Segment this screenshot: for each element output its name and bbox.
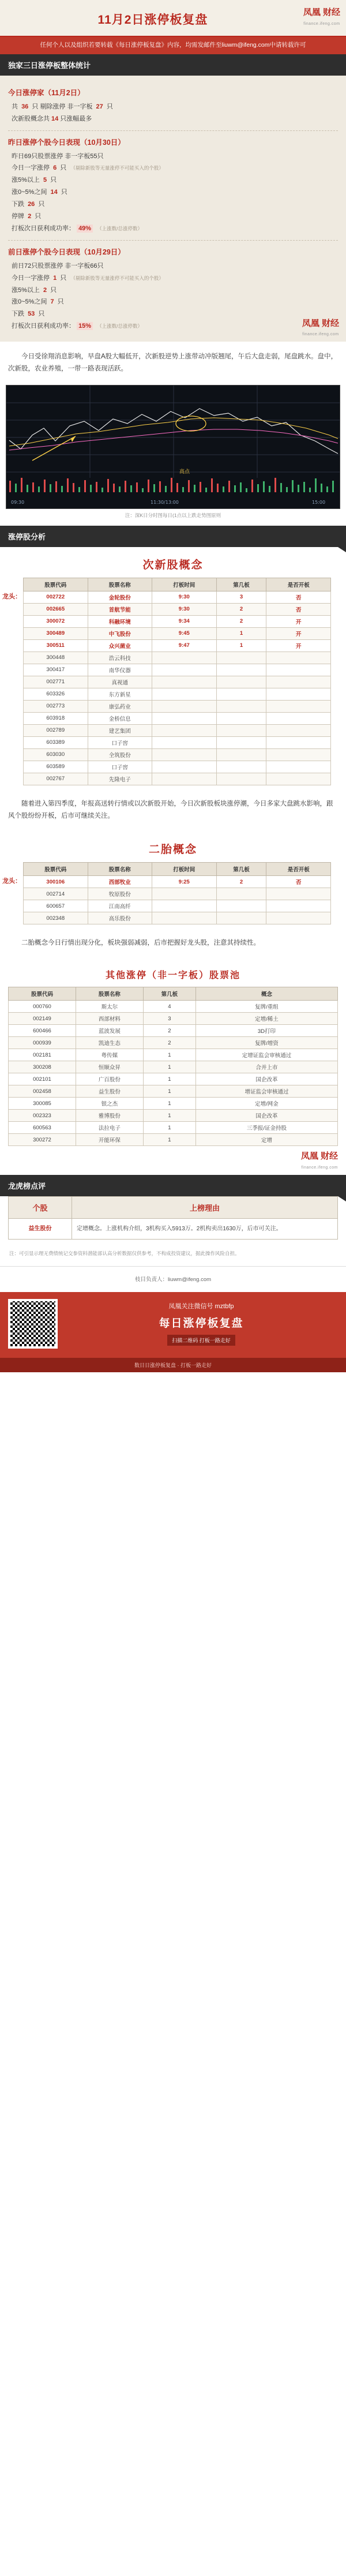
ifeng-logo-watermark-1 bbox=[302, 319, 339, 339]
cell-open: 否 bbox=[266, 591, 331, 603]
cell-board: 1 bbox=[143, 1085, 195, 1098]
cell-concept: 三季报/证金持股 bbox=[195, 1122, 337, 1134]
cell-reason: 定增概念。上涨机构介绍，3机构买入5913万。2机构卖出1630万，后市可关注。 bbox=[72, 1219, 338, 1240]
cell-code: 002767 bbox=[24, 773, 88, 785]
cell-code: 600563 bbox=[9, 1122, 76, 1134]
col-time: 打板时间 bbox=[152, 863, 217, 876]
cell-board: 1 bbox=[143, 1061, 195, 1073]
cell-name: 益生股份 bbox=[76, 1085, 143, 1098]
col-code: 股票代码 bbox=[24, 863, 88, 876]
cell-code: 002323 bbox=[9, 1110, 76, 1122]
table-row bbox=[9, 1110, 338, 1122]
stats-daybefore-line-2: 涨5%以上 2 只 bbox=[12, 286, 57, 294]
table-row bbox=[9, 1001, 338, 1013]
cell-time bbox=[152, 652, 217, 664]
cell-name: 全筑股份 bbox=[88, 748, 152, 761]
table-row bbox=[24, 700, 331, 712]
cell-board: 1 bbox=[143, 1073, 195, 1085]
divider-2 bbox=[8, 240, 338, 241]
cell-time bbox=[152, 688, 217, 700]
logo-sub: finance.ifeng.com bbox=[301, 1166, 338, 1170]
cell-open: 开 bbox=[266, 615, 331, 627]
cell-time bbox=[152, 888, 217, 900]
cell-name: 首航节能 bbox=[88, 603, 152, 615]
logo-sub: finance.ifeng.com bbox=[303, 21, 340, 26]
table-row bbox=[9, 1134, 338, 1146]
cell-open: 开 bbox=[266, 639, 331, 652]
cell-board: 1 bbox=[143, 1049, 195, 1061]
cell-code: 002348 bbox=[24, 912, 88, 924]
cell-board bbox=[216, 652, 266, 664]
promo-title: 每日涨停板复盘 bbox=[159, 1317, 244, 1330]
page-header bbox=[0, 0, 346, 37]
cell-name: 金轮股份 bbox=[88, 591, 152, 603]
copyright-notice: 任何个人以及组织若要转载《每日涨停板复盘》内容，均需发邮件至liuwm@ifeng.com中请转载许可 bbox=[0, 37, 346, 54]
disclaimer: 注：可引显示理无费绩统记交参资料潜能部认高分析数据仅供参考，不构成投资建议，据此操作风险自担。 bbox=[9, 1250, 240, 1257]
cell-board: 2 bbox=[216, 615, 266, 627]
col-board: 第几板 bbox=[216, 863, 266, 876]
cell-name: 恒顺众昇 bbox=[76, 1061, 143, 1073]
table-row bbox=[24, 736, 331, 748]
col-code: 股票代码 bbox=[24, 578, 88, 591]
svg-text:15:00: 15:00 bbox=[312, 499, 326, 505]
stats-today-heading: 今日涨停家（11月2日） bbox=[8, 88, 85, 97]
table-row bbox=[24, 664, 331, 676]
table-wrapper-others bbox=[0, 987, 346, 1175]
table-header-row bbox=[24, 863, 331, 876]
cell-board bbox=[216, 761, 266, 773]
stats-yesterday-heading: 昨日涨停个股今日表现（10月30日） bbox=[8, 138, 125, 147]
cell-code: 002789 bbox=[24, 724, 88, 736]
cell-time bbox=[152, 664, 217, 676]
cell-code: 300489 bbox=[24, 627, 88, 639]
table-row bbox=[24, 761, 331, 773]
cell-open: 否 bbox=[266, 603, 331, 615]
cell-name: 真视通 bbox=[88, 676, 152, 688]
cell-time: 9:25 bbox=[152, 876, 217, 888]
stats-daybefore-line-5: 打板次日获利成功率： 15% （上涨数/总涨停数） bbox=[12, 323, 143, 330]
table-row bbox=[24, 876, 331, 888]
cell-code: 603326 bbox=[24, 688, 88, 700]
cell-time bbox=[152, 912, 217, 924]
cell-name: 广百股份 bbox=[76, 1073, 143, 1085]
cell-name: 口子窖 bbox=[88, 736, 152, 748]
col-concept: 概念 bbox=[195, 987, 337, 1001]
logo-sub: finance.ifeng.com bbox=[302, 332, 339, 337]
cell-board: 3 bbox=[216, 591, 266, 603]
cell-name: 浩云科技 bbox=[88, 652, 152, 664]
promo-cta[interactable]: 扫描二维码 打板一路走好 bbox=[167, 1335, 235, 1346]
table-row bbox=[9, 1085, 338, 1098]
cell-board: 1 bbox=[143, 1098, 195, 1110]
cell-board bbox=[216, 773, 266, 785]
section-banner-stats: 独家三日涨停板整体统计 bbox=[0, 54, 346, 76]
table-row bbox=[24, 773, 331, 785]
table-row bbox=[9, 1073, 338, 1085]
stats-daybefore-line-0: 前日72只股票涨停 非一字板66只 bbox=[12, 262, 104, 269]
cell-code: 002458 bbox=[9, 1085, 76, 1098]
table-row bbox=[9, 1025, 338, 1037]
new-shares-commentary: 随着进入第四季度，年报高送转行情或以次新股开始，今日次新股板块涨停潮，今日多家大盘跳水影响，跟风个股纷纷开板，后市可继续关注。 bbox=[8, 800, 333, 819]
market-summary-paragraph: 今日受徐翔消息影响，早盘A股大幅低开，次新股逆势上涨带动冲版翘尾，午后大盘走弱，尾盘跳水。盘中，次新股，农业养殖，一带一路表现活跃。 bbox=[8, 353, 338, 373]
cell-concept: 增证监会审核通过 bbox=[195, 1085, 337, 1098]
col-time: 打板时间 bbox=[152, 578, 217, 591]
cell-name: 西部材料 bbox=[76, 1013, 143, 1025]
svg-text:高点: 高点 bbox=[179, 469, 190, 475]
cell-code: 300085 bbox=[9, 1098, 76, 1110]
cell-board bbox=[216, 912, 266, 924]
table-row bbox=[24, 888, 331, 900]
cell-open bbox=[266, 912, 331, 924]
stats-today-line-2: 次新股概念共 14 只涨幅最多 bbox=[12, 115, 92, 122]
table-row bbox=[9, 1013, 338, 1025]
cell-board bbox=[216, 888, 266, 900]
page-title: 11月2日涨停板复盘 bbox=[97, 13, 208, 27]
cell-concept: 定增/网金 bbox=[195, 1098, 337, 1110]
cell-time: 9:34 bbox=[152, 615, 217, 627]
cell-board: 1 bbox=[216, 627, 266, 639]
cell-open bbox=[266, 748, 331, 761]
table-row bbox=[24, 748, 331, 761]
cell-board: 2 bbox=[143, 1037, 195, 1049]
dragon-head-label-1: 龙头： bbox=[2, 593, 21, 600]
cell-open bbox=[266, 888, 331, 900]
cell-stock: 益生股份 bbox=[9, 1219, 72, 1240]
cell-name: 西部牧业 bbox=[88, 876, 152, 888]
cell-time bbox=[152, 748, 217, 761]
cell-code: 300417 bbox=[24, 664, 88, 676]
cell-time: 9:30 bbox=[152, 591, 217, 603]
cell-code: 600657 bbox=[24, 900, 88, 912]
cell-name: 先隆电子 bbox=[88, 773, 152, 785]
table-wrapper-new-shares bbox=[0, 578, 346, 789]
table-row bbox=[24, 591, 331, 603]
cell-open bbox=[266, 712, 331, 724]
col-stock: 个股 bbox=[9, 1197, 72, 1219]
table-new-shares bbox=[23, 578, 331, 785]
cell-name: 江南高纤 bbox=[88, 900, 152, 912]
cell-code: 603030 bbox=[24, 748, 88, 761]
stats-yesterday-line-0: 昨日69只股票涨停 非一字板55只 bbox=[12, 152, 104, 160]
cell-concept: 复牌/重组 bbox=[195, 1001, 337, 1013]
table-header-row bbox=[9, 987, 338, 1001]
table-row bbox=[24, 676, 331, 688]
col-board: 第几板 bbox=[216, 578, 266, 591]
svg-text:11:30/13:00: 11:30/13:00 bbox=[151, 499, 179, 505]
cell-board: 2 bbox=[216, 876, 266, 888]
cell-concept: 国企改革 bbox=[195, 1110, 337, 1122]
cell-code: 000939 bbox=[9, 1037, 76, 1049]
stats-yesterday-line-5: 停牌 2 只 bbox=[12, 212, 42, 220]
table-others bbox=[8, 987, 338, 1146]
table-dragon-tiger bbox=[8, 1196, 338, 1240]
cell-code: 002665 bbox=[24, 603, 88, 615]
cell-code: 300448 bbox=[24, 652, 88, 664]
col-name: 股票名称 bbox=[88, 578, 152, 591]
cell-time bbox=[152, 700, 217, 712]
logo-mark: 凤凰 财经 bbox=[302, 318, 339, 328]
table-row bbox=[9, 1061, 338, 1073]
table-title-two-child: 二胎概念 bbox=[148, 844, 197, 856]
cell-concept: 定增/稀土 bbox=[195, 1013, 337, 1025]
cell-open bbox=[266, 773, 331, 785]
cell-code: 002773 bbox=[24, 700, 88, 712]
table-row bbox=[24, 603, 331, 615]
promo-footer bbox=[0, 1292, 346, 1358]
table-row bbox=[9, 1098, 338, 1110]
cell-board: 2 bbox=[143, 1025, 195, 1037]
cell-time bbox=[152, 676, 217, 688]
cell-name: 口子窖 bbox=[88, 761, 152, 773]
stats-yesterday-line-2: 涨5%以上 5 只 bbox=[12, 177, 57, 184]
table-row bbox=[24, 900, 331, 912]
ifeng-logo-watermark-2 bbox=[8, 1146, 338, 1171]
cell-open bbox=[266, 688, 331, 700]
cell-name: 斯太尔 bbox=[76, 1001, 143, 1013]
cell-board: 3 bbox=[143, 1013, 195, 1025]
col-name: 股票名称 bbox=[76, 987, 143, 1001]
table-row bbox=[9, 1219, 338, 1240]
dragon-tiger-wrapper bbox=[0, 1196, 346, 1245]
cell-board: 4 bbox=[143, 1001, 195, 1013]
cell-open bbox=[266, 652, 331, 664]
table-header-row bbox=[9, 1197, 338, 1219]
table-row bbox=[9, 1049, 338, 1061]
ifeng-logo bbox=[303, 8, 340, 28]
cell-board bbox=[216, 676, 266, 688]
stats-yesterday-line-1: 今日一字涨停 6 只 （剔除新股等无量涨停不可能买入的个股） bbox=[12, 164, 164, 172]
cell-name: 凯迪生态 bbox=[76, 1037, 143, 1049]
table-row bbox=[24, 912, 331, 924]
cell-concept: 合并上市 bbox=[195, 1061, 337, 1073]
col-open: 是否开板 bbox=[266, 863, 331, 876]
cell-code: 603918 bbox=[24, 712, 88, 724]
qr-code-icon bbox=[8, 1299, 58, 1349]
cell-board bbox=[216, 736, 266, 748]
stats-daybefore-line-4: 下跌 53 只 bbox=[12, 310, 45, 318]
cell-open bbox=[266, 736, 331, 748]
cell-open bbox=[266, 724, 331, 736]
cell-time bbox=[152, 761, 217, 773]
cell-code: 002722 bbox=[24, 591, 88, 603]
cell-time: 9:47 bbox=[152, 639, 217, 652]
table-title-new-shares: 次新股概念 bbox=[142, 559, 204, 571]
cell-open: 否 bbox=[266, 876, 331, 888]
cell-board: 1 bbox=[143, 1110, 195, 1122]
cell-open bbox=[266, 676, 331, 688]
stats-yesterday-line-3: 涨0~5%之间 14 只 bbox=[12, 189, 67, 196]
cell-code: 002181 bbox=[9, 1049, 76, 1061]
col-reason: 上榜理由 bbox=[72, 1197, 338, 1219]
cell-code: 002771 bbox=[24, 676, 88, 688]
svg-text:09:30: 09:30 bbox=[11, 499, 25, 505]
table-two-child bbox=[23, 862, 331, 924]
stats-yesterday-line-4: 下跌 26 只 bbox=[12, 201, 45, 208]
cell-name: 康弘药业 bbox=[88, 700, 152, 712]
cell-concept: 定增证监会审核通过 bbox=[195, 1049, 337, 1061]
index-chart bbox=[6, 385, 340, 509]
cell-time bbox=[152, 900, 217, 912]
cell-time: 9:45 bbox=[152, 627, 217, 639]
cell-name: 银之杰 bbox=[76, 1098, 143, 1110]
cell-code: 002714 bbox=[24, 888, 88, 900]
cell-name: 牧原股份 bbox=[88, 888, 152, 900]
cell-code: 002101 bbox=[9, 1073, 76, 1085]
chart-svg bbox=[6, 385, 340, 508]
stats-yesterday-line-6: 打板次日获利成功率： 49% （上涨数/总涨停数） bbox=[12, 224, 143, 232]
chart-caption: 注：深K日分时图每日(1点以上跌走势图原则 bbox=[125, 512, 221, 518]
cell-name: 科融环境 bbox=[88, 615, 152, 627]
table-row bbox=[24, 627, 331, 639]
cell-code: 300106 bbox=[24, 876, 88, 888]
table-row bbox=[9, 1122, 338, 1134]
col-code: 股票代码 bbox=[9, 987, 76, 1001]
cell-name: 众兴菌业 bbox=[88, 639, 152, 652]
table-wrapper-two-child bbox=[0, 862, 346, 928]
cell-board bbox=[216, 688, 266, 700]
logo-mark: 凤凰 财经 bbox=[303, 8, 340, 17]
cell-name: 建艺集团 bbox=[88, 724, 152, 736]
cell-board bbox=[216, 900, 266, 912]
cell-concept: 复牌/增资 bbox=[195, 1037, 337, 1049]
cell-board bbox=[216, 748, 266, 761]
cell-name: 金桥信息 bbox=[88, 712, 152, 724]
cell-board: 1 bbox=[143, 1134, 195, 1146]
cell-board: 1 bbox=[216, 639, 266, 652]
table-row bbox=[9, 1037, 338, 1049]
cell-name: 雅博股份 bbox=[76, 1110, 143, 1122]
cell-code: 603589 bbox=[24, 761, 88, 773]
cell-open bbox=[266, 900, 331, 912]
cell-name: 中飞股份 bbox=[88, 627, 152, 639]
col-name: 股票名称 bbox=[88, 863, 152, 876]
cell-time: 9:30 bbox=[152, 603, 217, 615]
cell-time bbox=[152, 736, 217, 748]
two-child-commentary: 二胎概念今日行情出现分化，板块强弱减弱，后市把握好龙头股，注意其持续性。 bbox=[21, 939, 260, 947]
section-banner-dragon-tiger: 龙虎榜点评 bbox=[0, 1175, 346, 1196]
cell-board bbox=[216, 700, 266, 712]
cell-code: 600466 bbox=[9, 1025, 76, 1037]
table-header-row bbox=[24, 578, 331, 591]
cell-concept: 国企改革 bbox=[195, 1073, 337, 1085]
cell-name: 高乐股份 bbox=[88, 912, 152, 924]
cell-time bbox=[152, 724, 217, 736]
promo-text bbox=[65, 1301, 338, 1346]
cell-board bbox=[216, 664, 266, 676]
cell-name: 开能环保 bbox=[76, 1134, 143, 1146]
table-row bbox=[24, 615, 331, 627]
cell-name: 东方新星 bbox=[88, 688, 152, 700]
table-title-others: 其他涨停（非一字板）股票池 bbox=[105, 971, 240, 981]
index-chart-wrapper bbox=[0, 385, 346, 526]
cell-board: 1 bbox=[143, 1122, 195, 1134]
cell-code: 300208 bbox=[9, 1061, 76, 1073]
promo-wechat-id: 凤凰关注微信号 mztbfp bbox=[168, 1303, 234, 1311]
cell-time bbox=[152, 712, 217, 724]
stats-today-line-1: 共 36 只 剔除涨停 非一字板 27 只 bbox=[12, 103, 113, 110]
cell-time bbox=[152, 773, 217, 785]
editor-contact: 枝目负责人：liuwm@ifeng.com bbox=[0, 1266, 346, 1292]
cell-board bbox=[216, 724, 266, 736]
table-row bbox=[24, 652, 331, 664]
promo-bottom-bar: 数日日涨停板复盘 · 打板一路走好 bbox=[0, 1358, 346, 1372]
cell-name: 蓝波发展 bbox=[76, 1025, 143, 1037]
table-row bbox=[24, 639, 331, 652]
cell-name: 粤传媒 bbox=[76, 1049, 143, 1061]
cell-concept: 定增 bbox=[195, 1134, 337, 1146]
cell-open: 开 bbox=[266, 627, 331, 639]
cell-code: 000760 bbox=[9, 1001, 76, 1013]
table-row bbox=[24, 712, 331, 724]
cell-open bbox=[266, 700, 331, 712]
divider-1 bbox=[8, 130, 338, 131]
cell-code: 300511 bbox=[24, 639, 88, 652]
cell-code: 300072 bbox=[24, 615, 88, 627]
section-banner-analysis: 涨停股分析 bbox=[0, 526, 346, 547]
col-open: 是否开板 bbox=[266, 578, 331, 591]
stats-daybefore-line-3: 涨0~5%之间 7 只 bbox=[12, 298, 64, 306]
cell-code: 300272 bbox=[9, 1134, 76, 1146]
table-row bbox=[24, 688, 331, 700]
cell-board bbox=[216, 712, 266, 724]
cell-open bbox=[266, 761, 331, 773]
cell-concept: 3D打印 bbox=[195, 1025, 337, 1037]
cell-board: 2 bbox=[216, 603, 266, 615]
cell-name: 法拉电子 bbox=[76, 1122, 143, 1134]
cell-code: 603389 bbox=[24, 736, 88, 748]
cell-name: 南华仪器 bbox=[88, 664, 152, 676]
table-row bbox=[24, 724, 331, 736]
stats-daybefore-heading: 前日涨停个股今日表现（10月29日） bbox=[8, 248, 125, 256]
cell-code: 002149 bbox=[9, 1013, 76, 1025]
dragon-head-label-2: 龙头： bbox=[2, 878, 21, 885]
col-board: 第几板 bbox=[143, 987, 195, 1001]
stats-panel bbox=[0, 76, 346, 342]
logo-mark: 凤凰 财经 bbox=[300, 1151, 338, 1162]
stats-daybefore-line-1: 今日一字涨停 1 只 （剔除新股等无量涨停不可能买入的个股） bbox=[12, 274, 164, 282]
cell-open bbox=[266, 664, 331, 676]
